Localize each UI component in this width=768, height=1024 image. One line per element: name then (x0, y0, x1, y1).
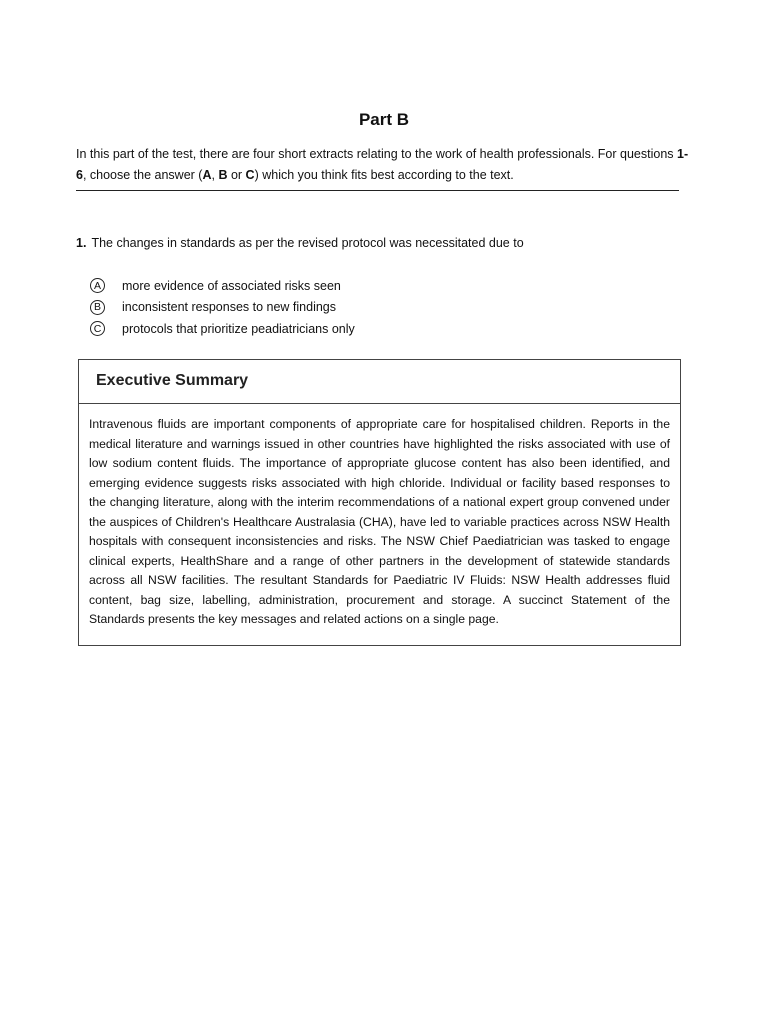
instructions-text: , (211, 168, 219, 182)
instructions-paragraph (76, 144, 691, 186)
question (76, 236, 691, 250)
answer-option-c[interactable] (90, 318, 355, 340)
option-bubble-b[interactable]: B (90, 300, 105, 315)
option-text: more evidence of associated risks seen (122, 278, 341, 293)
instructions-text: In this part of the test, there are four short extracts relating to the work of health professionals. For questions (76, 147, 678, 161)
option-text: inconsistent responses to new findings (122, 300, 337, 315)
answer-options (90, 275, 355, 340)
instructions-text: , choose the answer ( (82, 168, 203, 182)
summary-heading: Executive Summary (79, 360, 680, 404)
answer-letter-a: A (202, 168, 212, 182)
option-bubble-c[interactable]: C (90, 321, 105, 336)
answer-letter-b: B (218, 168, 228, 182)
option-text: protocols that prioritize peadiatricians only (122, 321, 355, 336)
instructions-text: or (227, 168, 246, 182)
answer-letter-c: C (245, 168, 255, 182)
part-title: Part B (358, 110, 410, 129)
answer-option-b[interactable] (90, 297, 355, 319)
executive-summary-box (78, 359, 681, 646)
question-text: The changes in standards as per the revised protocol was necessitated due to (91, 236, 524, 250)
instructions-text: ) which you think fits best according to the text. (254, 168, 514, 182)
section-divider (76, 190, 679, 191)
question-number: 1. (76, 236, 87, 250)
question-range: 1-6 (76, 147, 689, 182)
option-bubble-a[interactable]: A (90, 278, 105, 293)
summary-body: Intravenous fluids are important components of appropriate care for hospitalised children. Reports in the medical literature and warnings issued in other countries have highlighted the risks associated with use of low sodium content fluids. The importance of appropriate glucose content has also been identified, and emerging evidence suggests risks associated with high chloride. Individual or facility based responses to the changing literature, along with the interim recommendations of a national expert group convened under the auspices of Children's Healthcare Australasia (CHA), have led to variable practices across NSW Health hospitals with consequent inconsistencies and risks. The NSW Chief Paediatrician was tasked to engage clinical experts, HealthShare and a range of other partners in the development of statewide standards across all NSW facilities. The resultant Standards for Paediatric IV Fluids: NSW Health addresses fluid content, bag size, labelling, administration, procurement and storage. A succinct Statement of the Standards presents the key messages and related actions on a single page. (89, 417, 670, 626)
answer-option-a[interactable] (90, 275, 355, 297)
